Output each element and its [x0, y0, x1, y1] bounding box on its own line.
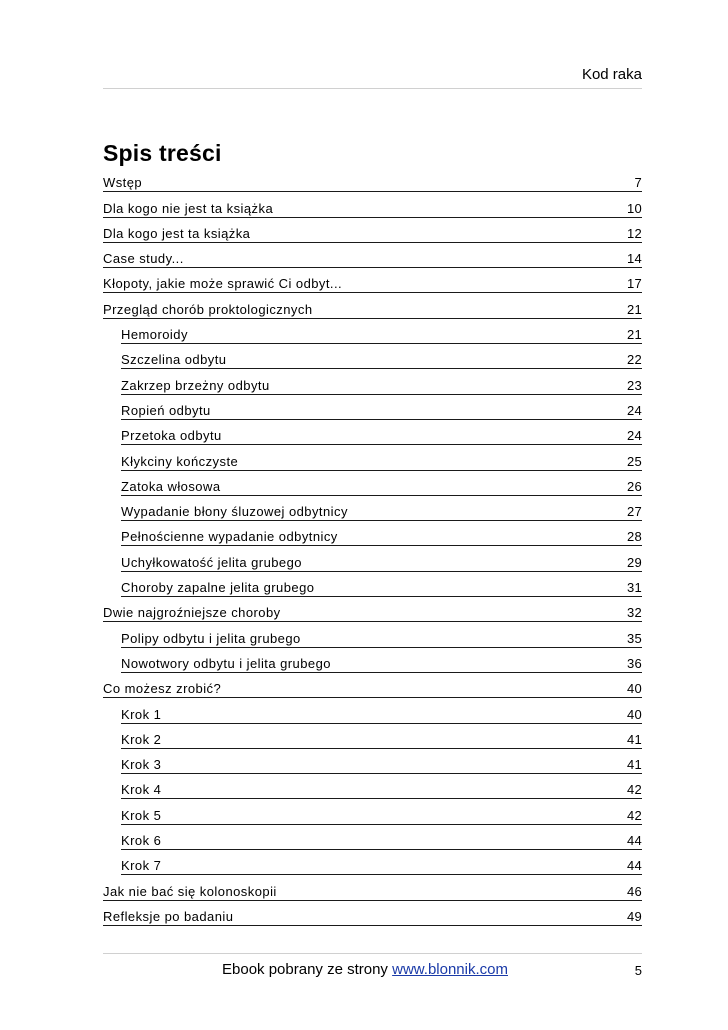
toc-entry-label: Krok 7 — [121, 858, 162, 874]
toc-entry-page: 17 — [626, 276, 642, 292]
toc-entry-page: 10 — [626, 200, 642, 216]
toc-entry-link[interactable] — [121, 757, 642, 774]
toc-entry-link[interactable] — [121, 529, 642, 546]
toc-entry-link[interactable] — [103, 302, 642, 319]
toc-entry-link[interactable] — [121, 352, 642, 369]
toc-entry-page: 12 — [626, 225, 642, 241]
toc-entry — [103, 728, 642, 753]
toc-entry-link[interactable] — [103, 681, 642, 698]
toc-entry-page: 23 — [626, 377, 642, 393]
toc-entry — [103, 424, 642, 449]
toc-entry-label: Przetoka odbytu — [121, 428, 222, 444]
toc-entry-label: Wypadanie błony śluzowej odbytnicy — [121, 504, 348, 520]
toc-entry — [103, 854, 642, 879]
toc-entry — [103, 297, 642, 322]
toc-entry-page: 25 — [626, 453, 642, 469]
toc-entry-link[interactable] — [103, 251, 642, 268]
toc-entry-link[interactable] — [121, 327, 642, 344]
toc-entry-label: Pełnościenne wypadanie odbytnicy — [121, 529, 338, 545]
toc-entry-link[interactable] — [103, 909, 642, 926]
toc-entry-label: Krok 6 — [121, 833, 162, 849]
toc-entry — [103, 803, 642, 828]
toc-entry-label: Wstęp — [103, 175, 143, 191]
toc-entry — [103, 626, 642, 651]
toc-entry-label: Hemoroidy — [121, 327, 188, 343]
toc-entry-page: 14 — [626, 251, 642, 267]
toc-entry-label: Co możesz zrobić? — [103, 681, 222, 697]
toc-entry-page: 26 — [626, 478, 642, 494]
toc-entry — [103, 525, 642, 550]
toc-entry-page: 21 — [626, 301, 642, 317]
toc-entry-page: 31 — [626, 580, 642, 596]
toc-entry-page: 7 — [634, 175, 642, 191]
toc-entry-link[interactable] — [121, 808, 642, 825]
toc-entry — [103, 905, 642, 930]
toc-entry — [103, 399, 642, 424]
page-number: 5 — [634, 963, 642, 978]
toc-entry-page: 24 — [626, 402, 642, 418]
toc-entry-label: Polipy odbytu i jelita grubego — [121, 630, 301, 646]
toc-entry-label: Refleksje po badaniu — [103, 908, 234, 924]
toc-entry-page: 40 — [626, 681, 642, 697]
toc-heading: Spis treści — [103, 140, 222, 166]
toc-entry-label: Case study... — [103, 251, 184, 267]
toc-entry-label: Choroby zapalne jelita grubego — [121, 580, 315, 596]
toc-entry-label: Dla kogo nie jest ta książka — [103, 200, 274, 216]
toc-entry-page: 24 — [626, 428, 642, 444]
toc-entry-page: 32 — [626, 605, 642, 621]
toc-entry — [103, 222, 642, 247]
toc-entry — [103, 348, 642, 373]
toc-entry-label: Dla kogo jest ta książka — [103, 225, 251, 241]
toc-entry-label: Dwie najgroźniejsze choroby — [103, 605, 281, 621]
toc-entry-link[interactable] — [121, 378, 642, 395]
toc-entry-link[interactable] — [121, 732, 642, 749]
toc-entry-label: Krok 3 — [121, 757, 162, 773]
toc-entry-page: 41 — [626, 757, 642, 773]
toc-entry — [103, 753, 642, 778]
toc-entry-page: 27 — [626, 504, 642, 520]
toc-entry — [103, 652, 642, 677]
toc-entry-link[interactable] — [121, 479, 642, 496]
toc-entry-page: 21 — [626, 327, 642, 343]
toc-entry-label: Nowotwory odbytu i jelita grubego — [121, 655, 331, 671]
toc-entry-page: 41 — [626, 731, 642, 747]
toc-entry-link[interactable] — [103, 276, 642, 293]
toc-entry-link[interactable] — [121, 782, 642, 799]
toc-entry — [103, 373, 642, 398]
toc-entry-page: 36 — [626, 655, 642, 671]
toc-entry-page: 22 — [626, 352, 642, 368]
toc-entry — [103, 323, 642, 348]
toc-entry-label: Kłopoty, jakie może sprawić Ci odbyt... — [103, 276, 343, 292]
toc-entry-link[interactable] — [121, 428, 642, 445]
toc-entry-page: 44 — [626, 858, 642, 874]
toc-entry-label: Uchyłkowatość jelita grubego — [121, 554, 302, 570]
toc-entry-label: Zakrzep brzeżny odbytu — [121, 377, 270, 393]
toc-entry — [103, 500, 642, 525]
toc-entry-page: 40 — [626, 706, 642, 722]
toc-entry-page: 28 — [626, 529, 642, 545]
toc-entry-page: 35 — [626, 630, 642, 646]
toc-entry-link[interactable] — [103, 226, 642, 243]
toc-entry-link[interactable] — [121, 631, 642, 648]
toc-entry-label: Krok 2 — [121, 731, 162, 747]
toc-entry-page: 42 — [626, 807, 642, 823]
toc-entry-link[interactable] — [103, 201, 642, 218]
toc-entry-link[interactable] — [121, 403, 642, 420]
toc-entry — [103, 247, 642, 272]
page-footer — [103, 953, 642, 984]
toc-entry-label: Szczelina odbytu — [121, 352, 227, 368]
toc-entry-link[interactable] — [121, 454, 642, 471]
toc-entry-link[interactable] — [121, 504, 642, 521]
footer-text — [222, 961, 508, 979]
toc-entry-label: Zatoka włosowa — [121, 478, 221, 494]
header-title: Kod raka — [581, 66, 642, 83]
toc-entry-page: 44 — [626, 833, 642, 849]
toc-entry-label: Przegląd chorób proktologicznych — [103, 301, 313, 317]
toc-entry-link[interactable] — [121, 656, 642, 673]
toc-entry — [103, 171, 642, 196]
footer-source-text: Ebook pobrany ze strony — [222, 961, 388, 978]
toc-entry-label: Ropień odbytu — [121, 402, 211, 418]
toc-entry — [103, 196, 642, 221]
footer-link[interactable]: www.blonnik.com — [392, 961, 508, 978]
toc-entry — [103, 778, 642, 803]
toc-entry — [103, 272, 642, 297]
toc-entry — [103, 677, 642, 702]
toc-entry-link[interactable] — [121, 707, 642, 724]
toc-entry-label: Jak nie bać się kolonoskopii — [103, 883, 277, 899]
table-of-contents — [103, 171, 642, 930]
toc-entry — [103, 475, 642, 500]
toc-entry — [103, 550, 642, 575]
toc-entry-label: Krok 1 — [121, 706, 162, 722]
toc-entry — [103, 449, 642, 474]
toc-entry-link[interactable] — [121, 580, 642, 597]
toc-entry — [103, 829, 642, 854]
toc-entry — [103, 601, 642, 626]
page-header — [103, 66, 642, 89]
toc-entry-link[interactable] — [121, 555, 642, 572]
toc-entry — [103, 576, 642, 601]
toc-entry-label: Krok 4 — [121, 782, 162, 798]
toc-entry-link[interactable] — [103, 605, 642, 622]
toc-entry-page: 49 — [626, 908, 642, 924]
toc-entry-page: 29 — [626, 554, 642, 570]
toc-entry-label: Kłykciny kończyste — [121, 453, 239, 469]
toc-entry-link[interactable] — [103, 175, 642, 192]
toc-entry-page: 46 — [626, 883, 642, 899]
toc-entry-label: Krok 5 — [121, 807, 162, 823]
toc-entry-link[interactable] — [121, 858, 642, 875]
toc-entry-page: 42 — [626, 782, 642, 798]
toc-entry — [103, 879, 642, 904]
toc-entry — [103, 702, 642, 727]
toc-entry-link[interactable] — [103, 884, 642, 901]
toc-entry-link[interactable] — [121, 833, 642, 850]
